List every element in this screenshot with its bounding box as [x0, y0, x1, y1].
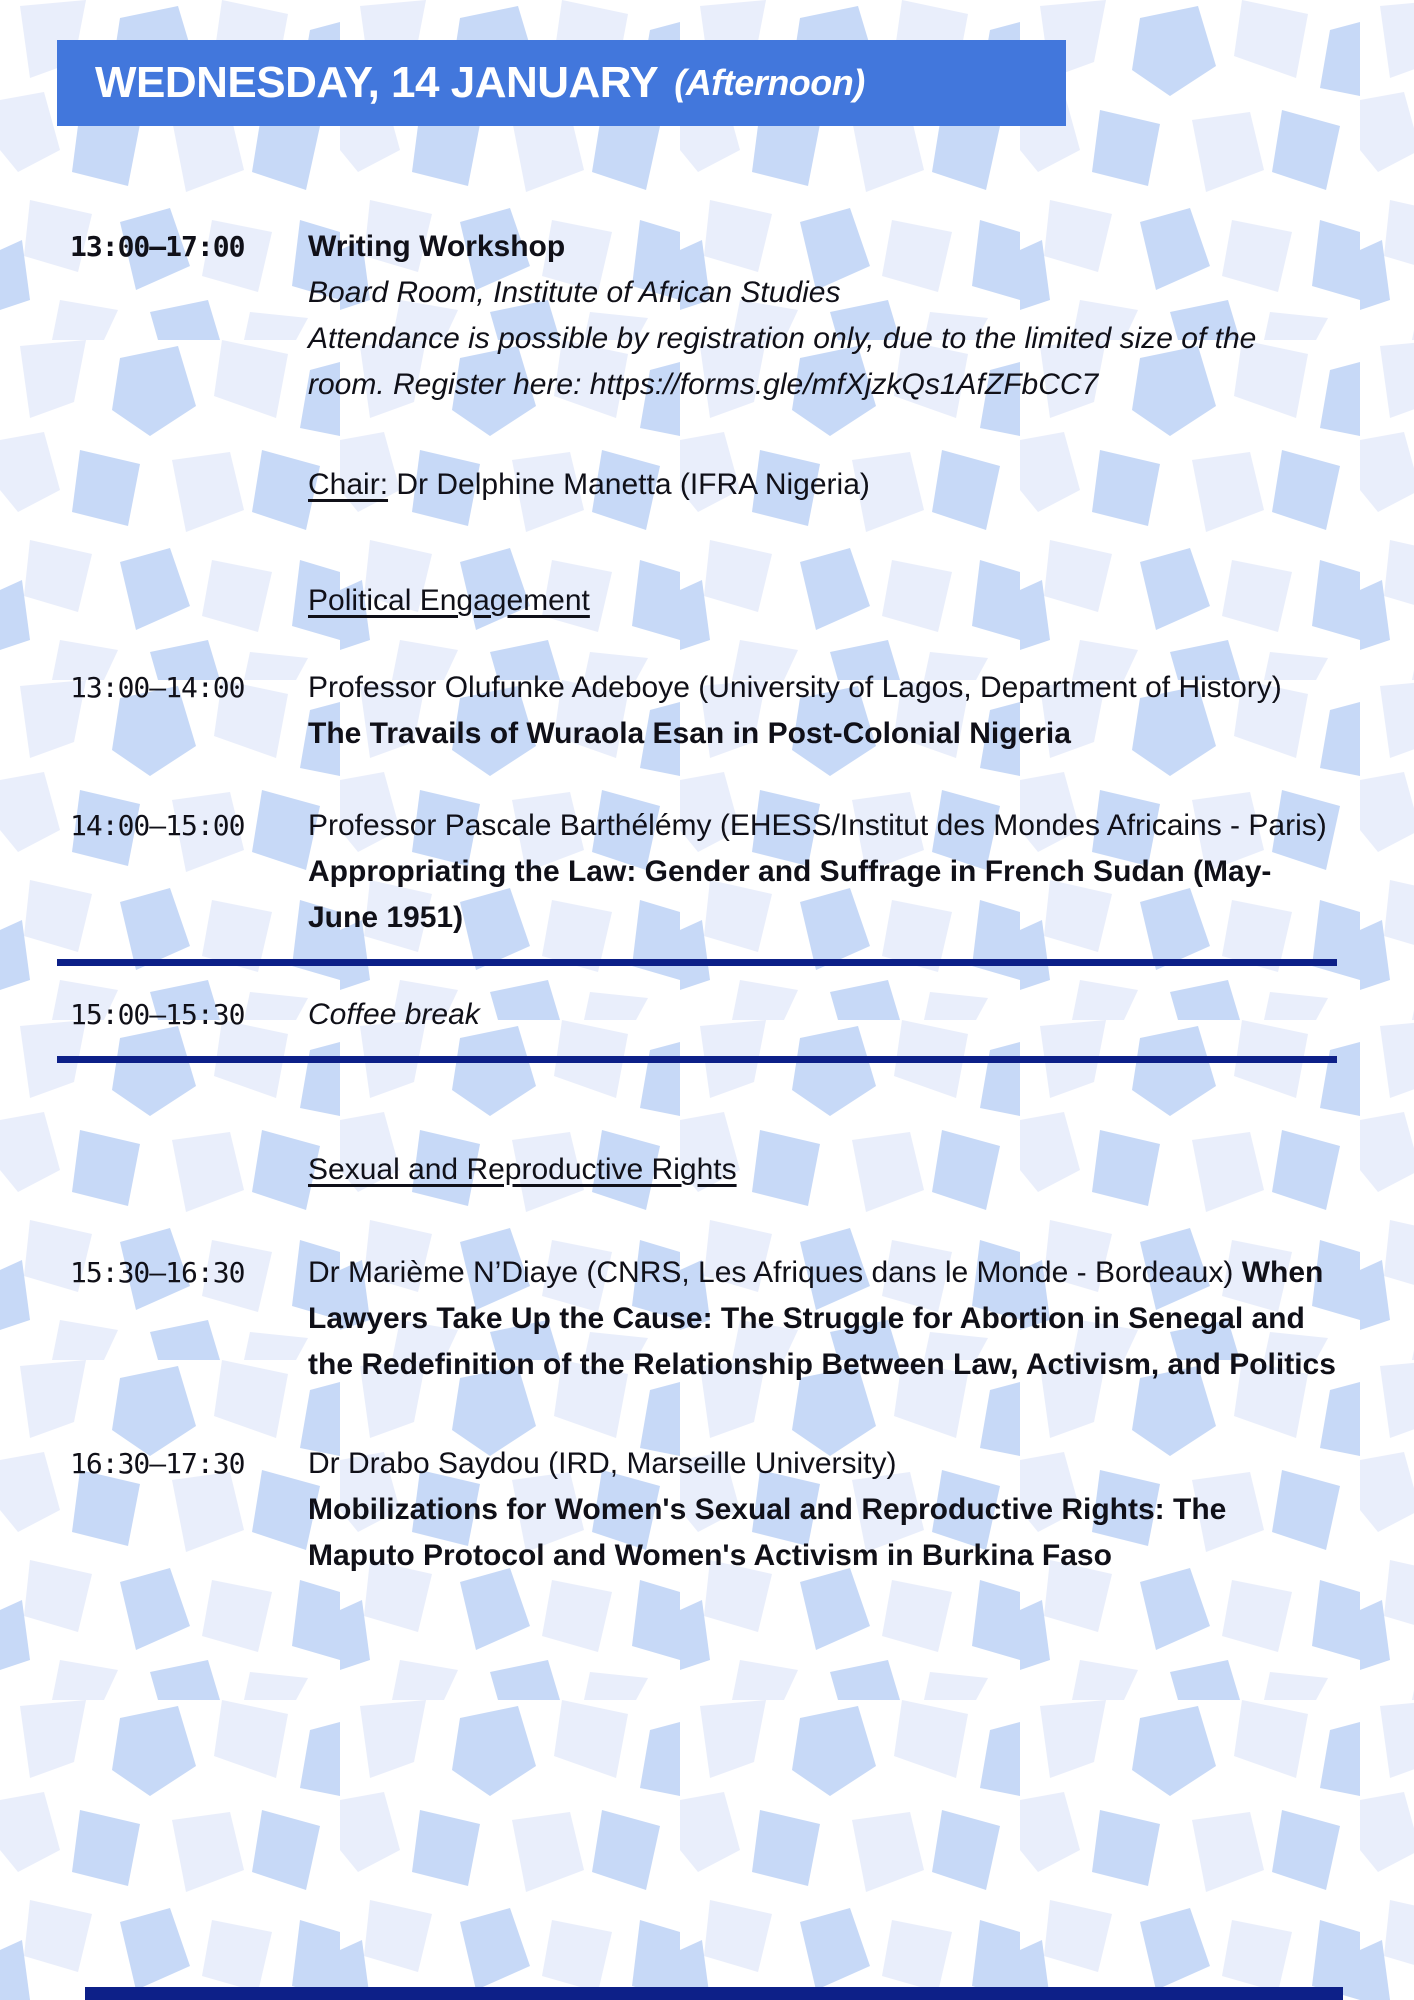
- talk-title: When Lawyers Take Up the Cause: The Struggle for Abortion in Senegal and the Redefinition of the Relationship Between Law, Activism, and Politics: [308, 1256, 1336, 1381]
- talk-time: 14:00–15:00: [70, 809, 245, 842]
- talk-time: 13:00–14:00: [70, 671, 245, 704]
- coffee-break-entry: [70, 992, 1414, 1038]
- talk-speaker: Professor Olufunke Adeboye (University of Lagos, Department of History): [308, 671, 1282, 704]
- talk-entry: [70, 665, 1414, 757]
- schedule: [0, 126, 1414, 1579]
- break-label: Coffee break: [308, 998, 480, 1031]
- talk-entry: [70, 1441, 1414, 1579]
- workshop-details: [308, 224, 1340, 508]
- chair-line: [308, 462, 1340, 508]
- talk-title: The Travails of Wuraola Esan in Post-Colonial Nigeria: [308, 717, 1071, 750]
- day-header-banner: [57, 40, 1066, 126]
- talk-time: 16:30–17:30: [70, 1447, 245, 1480]
- workshop-entry: [70, 224, 1414, 508]
- talk-time: 15:30–16:30: [70, 1256, 245, 1289]
- talk-speaker: Dr Drabo Saydou (IRD, Marseille University): [308, 1447, 897, 1480]
- session2-header-row: [70, 1147, 1414, 1193]
- divider-rule-bottom: [57, 1056, 1337, 1063]
- registration-link[interactable]: https://forms.gle/mfXjzkQs1AfZFbCC7: [589, 368, 1099, 401]
- workshop-time: 13:00–17:00: [70, 230, 245, 263]
- talk-text: [308, 1250, 1340, 1388]
- session2-header: Sexual and Reproductive Rights: [308, 1153, 737, 1186]
- session1-header: Political Engagement: [308, 584, 590, 617]
- workshop-venue: Board Room, Institute of African Studies: [308, 276, 841, 309]
- session1-header-row: [70, 578, 1414, 624]
- day-title: WEDNESDAY, 14 JANUARY: [95, 58, 659, 107]
- divider-rule-top: [57, 959, 1337, 966]
- talk-text: [308, 665, 1340, 757]
- workshop-title: Writing Workshop: [308, 230, 566, 263]
- talk-title: Appropriating the Law: Gender and Suffrage in French Sudan (May-June 1951): [308, 855, 1272, 934]
- registration-note-text: Attendance is possible by registration only, due to the limited size of the room. Register here:: [308, 322, 1257, 401]
- talk-speaker: Professor Pascale Barthélémy (EHESS/Institut des Mondes Africains - Paris): [308, 809, 1327, 842]
- chair-label: Chair:: [308, 468, 389, 501]
- talk-text: [308, 803, 1340, 941]
- talk-title: Mobilizations for Women's Sexual and Reproductive Rights: The Maputo Protocol and Women's Activism in Burkina Faso: [308, 1493, 1227, 1572]
- break-time: 15:00–15:30: [70, 998, 245, 1031]
- talk-speaker: Dr Marième N’Diaye (CNRS, Les Afriques dans le Monde - Bordeaux): [308, 1256, 1234, 1289]
- talk-entry: [70, 1250, 1414, 1388]
- next-section-banner-edge: [85, 1987, 1343, 2000]
- registration-note: [308, 316, 1340, 408]
- chair-name: Dr Delphine Manetta (IFRA Nigeria): [396, 468, 870, 501]
- session-label: (Afternoon): [674, 62, 865, 103]
- talk-entry: [70, 803, 1414, 941]
